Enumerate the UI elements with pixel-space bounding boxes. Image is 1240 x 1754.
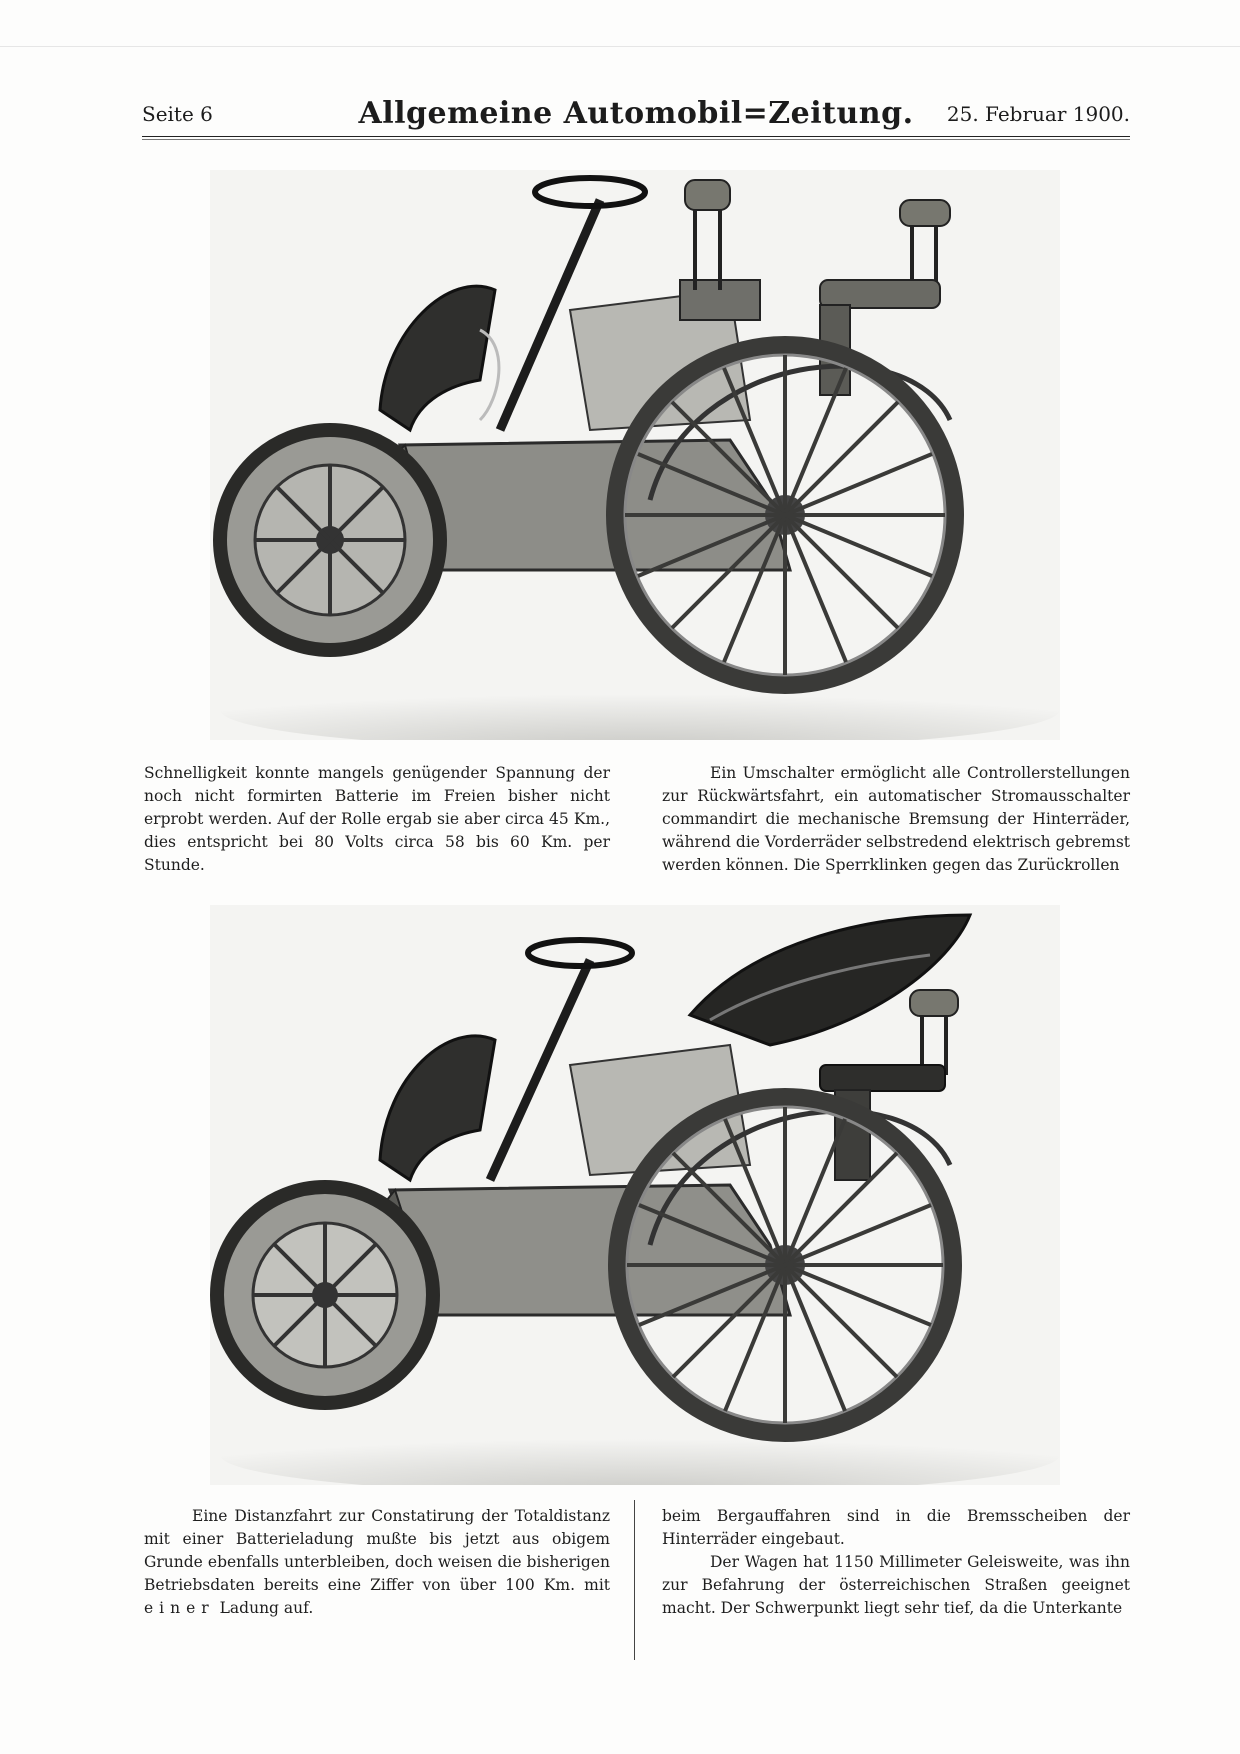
text-column-top-right	[662, 762, 1130, 877]
paragraph-gauge: Der Wagen hat 1150 Millimeter Geleisweite, was ihn zur Befahrung der österreichischen Straßen geeignet macht. Der Schwerpunkt liegt sehr tief, da die Unterkante	[662, 1553, 1130, 1617]
distance-text: Eine Distanzfahrt zur Constatirung der Totaldistanz mit einer Batterieladung mußte bis jetzt aus obigem Grunde ebenfalls unterbleiben, doch weisen die bisherigen Betriebsdaten bereits eine Ziffer von über 100 Km. mit	[144, 1507, 610, 1594]
car-photo-bottom	[210, 905, 1060, 1485]
paragraph-distance	[144, 1505, 610, 1620]
front-wheel-top	[220, 430, 440, 650]
distance-text-end: Ladung auf.	[219, 1599, 314, 1617]
distance-text-spaced: einer	[144, 1599, 215, 1617]
text-column-top-left	[144, 762, 610, 877]
scan-edge-line	[0, 46, 1240, 47]
paragraph-brake: beim Bergauffahren sind in die Bremsscheiben der Hinterräder eingebaut.	[662, 1507, 1130, 1548]
rear-wheel-top	[615, 345, 955, 685]
car-photo-top	[210, 170, 1060, 740]
newspaper-title: Allgemeine Automobil=Zeitung.	[358, 96, 914, 131]
header-rule	[142, 136, 1130, 137]
column-divider	[634, 1500, 635, 1660]
text-column-bottom-right	[662, 1505, 1130, 1620]
paragraph-speed: Schnelligkeit konnte mangels genügender Spannung der noch nicht formirten Batterie im Freien bisher nicht erprobt werden. Auf der Rolle ergab sie aber circa 45 Km., dies entspricht bei 80 Volts circa 58 bis 60 Km. per Stunde.	[144, 764, 610, 874]
front-wheel-bottom	[217, 1187, 433, 1403]
text-column-bottom-left	[144, 1505, 610, 1620]
issue-date: 25. Februar 1900.	[946, 102, 1130, 126]
paragraph-switch: Ein Umschalter ermöglicht alle Controllerstellungen zur Rückwärtsfahrt, ein automatischer Stromausschalter commandirt die mechanische Bremsung der Hinterräder, während die Vorderräder selbstredend elektrisch gebremst werden können. Die Sperrklinken gegen das Zurückrollen	[662, 764, 1130, 874]
page-number: Seite 6	[142, 102, 213, 126]
page-header	[142, 96, 1130, 132]
header-rule-thin	[142, 139, 1130, 140]
rear-wheel-bottom	[617, 1097, 953, 1433]
